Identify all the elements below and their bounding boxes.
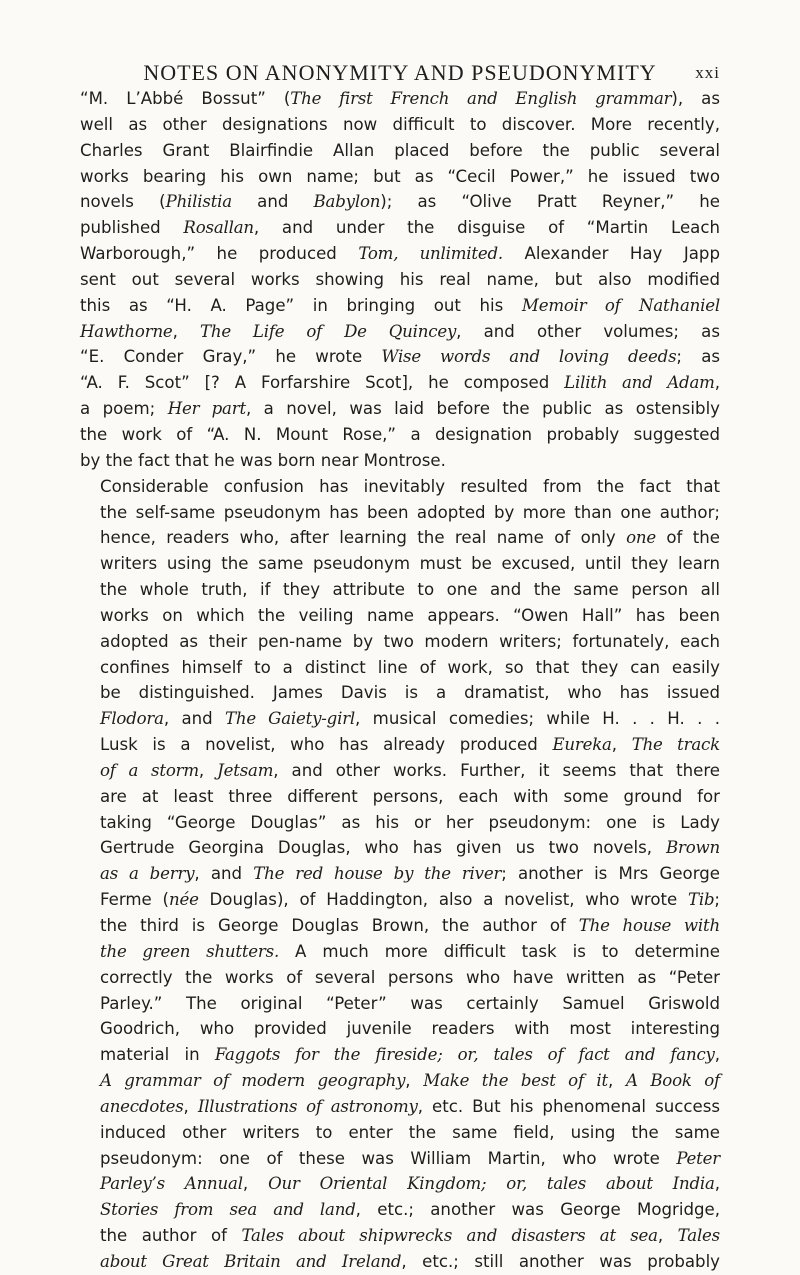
italic-title: the green shutters. [100, 941, 280, 961]
text-run: this as “H. A. Page” in bringing out his [80, 295, 522, 315]
italic-title: Babylon [313, 192, 381, 212]
text-line [80, 1120, 720, 1146]
text-line [80, 474, 720, 500]
text-run: Gertrude Georgina Douglas, who has given us two novels, [100, 838, 666, 858]
text-run: , and [194, 864, 254, 884]
text-run: , and other works. Further, it seems that there [273, 760, 720, 780]
text-run: the whole truth, if they attribute to one and the same person all [100, 580, 720, 600]
text-run: taking “George Douglas” as his or her pseudonym: one is Lady [100, 812, 720, 832]
text-run: , [172, 321, 200, 341]
text-run: “A. F. Scot” [? A Forfarshire Scot], he composed [80, 373, 565, 393]
text-run: works on which the veiling name appears. “Owen Hall” has been [100, 605, 720, 625]
italic-title: The Life of De Quincey [200, 321, 457, 341]
italic-title: anecdotes [100, 1096, 184, 1116]
italic-title: Faggots for the fireside; or, tales of fact and fancy [214, 1045, 715, 1065]
text-line [80, 189, 720, 215]
text-run: Goodrich, who provided juvenile readers with most interesting [100, 1019, 720, 1039]
text-line [80, 1171, 720, 1197]
text-line [80, 319, 720, 345]
text-line [80, 1068, 720, 1094]
italic-title: Philistia [165, 192, 232, 212]
text-line [80, 1016, 720, 1042]
text-run: induced other writers to enter the same field, using the same [100, 1122, 720, 1142]
italic-title: The red house by the river [253, 864, 502, 884]
text-line [80, 861, 720, 887]
text-run: be distinguished. James Davis is a dramatist, who has issued [100, 683, 720, 703]
text-run: , [611, 735, 632, 755]
running-title: NOTES ON ANONYMITY AND PSEUDONYMITY [143, 60, 657, 85]
text-run: , [714, 1174, 720, 1194]
text-line [80, 835, 720, 861]
text-run: pseudonym: one of these was William Martin, who wrote [100, 1148, 677, 1168]
text-line [80, 86, 720, 112]
italic-title: Memoir of Nathaniel [521, 295, 720, 315]
text-line [80, 1146, 720, 1172]
text-run: Douglas), of Haddington, also a novelist, who wrote [198, 890, 689, 910]
text-line [80, 241, 720, 267]
text-line [80, 422, 720, 448]
text-run: , [198, 760, 218, 780]
text-line [80, 267, 720, 293]
italic-title: A Book of [626, 1071, 720, 1091]
text-line [80, 758, 720, 784]
text-line [80, 913, 720, 939]
text-line [80, 965, 720, 991]
text-line [80, 1094, 720, 1120]
italic-title: Lilith and Adam [564, 373, 715, 393]
italic-title: Hawthorne [80, 321, 173, 341]
text-run: ); as “Olive Pratt Reyner,” he [380, 192, 720, 212]
text-line [80, 1223, 720, 1249]
paragraph [80, 86, 720, 474]
text-run: Lusk is a novelist, who has already produced [100, 735, 553, 755]
text-line [80, 448, 720, 474]
text-run: , etc.; another was George Mogridge, [355, 1200, 720, 1220]
italic-title: Wise words and loving deeds [381, 347, 677, 367]
italic-title: Peter [676, 1148, 720, 1168]
text-line [80, 370, 720, 396]
text-run: well as other designations now difficult to discover. More recently, [80, 114, 720, 134]
text-run: writers using the same pseudonym must be excused, until they learn [100, 554, 720, 574]
text-line [80, 551, 720, 577]
text-run: Parley.” The original “Peter” was certainly Samuel Griswold [100, 993, 720, 1013]
text-run: are at least three different persons, each with some ground for [100, 786, 720, 806]
italic-title: Stories from sea and land [100, 1200, 356, 1220]
text-run: adopted as their pen-name by two modern writers; fortunately, each [100, 631, 720, 651]
text-run: , musical comedies; while H. . . H. . . [355, 709, 720, 729]
text-run: , [405, 1071, 424, 1091]
text-run: , etc. But his phenomenal success [417, 1096, 720, 1116]
text-line [80, 706, 720, 732]
text-line [80, 939, 720, 965]
text-run: Considerable confusion has inevitably resulted from the fact that [100, 476, 720, 496]
text-line [80, 732, 720, 758]
text-run: , [714, 1045, 721, 1065]
text-line [80, 215, 720, 241]
text-line [80, 991, 720, 1017]
italic-title: The first French and English grammar [290, 89, 672, 108]
italic-title: The house with [578, 916, 720, 935]
text-line [80, 293, 720, 319]
text-run: material in [100, 1045, 215, 1065]
text-line [80, 164, 720, 190]
italic-title: as a berry [100, 864, 195, 884]
paragraph [80, 474, 720, 1275]
text-run: a poem; [80, 399, 168, 419]
text-run: correctly the works of several persons who have written as “Peter [100, 967, 720, 987]
text-run: sent out several works showing his real name, but also modified [80, 269, 720, 289]
text-run: the author of [100, 1226, 242, 1246]
text-run: novels ( [80, 192, 166, 212]
text-run: confines himself to a distinct line of work, so that they can easily [100, 657, 720, 677]
text-run: hence, readers who, after learning the real name of only [100, 528, 627, 548]
text-run: , [657, 1226, 678, 1246]
italic-title: Her part [167, 399, 246, 419]
text-line [80, 1197, 720, 1223]
text-run: ; another is Mrs George [501, 864, 720, 884]
text-run: A much more difficult task is to determine [279, 941, 721, 961]
text-line [80, 1249, 720, 1275]
text-line [80, 138, 720, 164]
text-line [80, 655, 720, 681]
text-run: of the [655, 528, 720, 548]
text-run: , [183, 1096, 198, 1116]
text-line [80, 344, 720, 370]
text-run: “M. L’Abbé Bossut” ( [80, 89, 291, 108]
italic-title: of a storm [100, 760, 199, 780]
italic-title: about Great Britain and Ireland [100, 1251, 402, 1271]
text-run: ), as [671, 89, 720, 108]
text-run: the third is George Douglas Brown, the author of [100, 916, 579, 935]
text-line [80, 525, 720, 551]
text-run: the work of “A. N. Mount Rose,” a designation probably suggested [80, 424, 720, 444]
text-line [80, 887, 720, 913]
italic-title: Eureka [552, 735, 612, 755]
italic-title: Brown [665, 838, 720, 858]
text-line [80, 629, 720, 655]
italic-title: The track [631, 735, 720, 755]
italic-title: Rosallan [183, 218, 254, 238]
text-line [80, 500, 720, 526]
text-line [80, 112, 720, 138]
italic-title: A grammar of modern geography [100, 1071, 406, 1091]
text-line [80, 1042, 720, 1068]
text-run: , a novel, was laid before the public as ostensibly [245, 399, 720, 419]
text-run: ; [714, 890, 721, 910]
text-run: ; as [676, 347, 721, 367]
text-run: by the fact that he was born near Montrose. [80, 450, 446, 470]
text-run: and [231, 192, 314, 212]
italic-title: Make the best of it [423, 1071, 609, 1091]
text-line [80, 396, 720, 422]
text-run: the self-same pseudonym has been adopted by more than one author; [100, 502, 720, 522]
text-run: , and other volumes; as [456, 321, 720, 341]
text-line [80, 810, 720, 836]
text-run: , [242, 1174, 269, 1194]
text-run: Warborough,” he produced [80, 244, 359, 264]
text-run: , and [163, 709, 226, 729]
text-run: , [608, 1071, 627, 1091]
italic-title: Jetsam [217, 760, 274, 780]
italic-title: Tales [677, 1226, 720, 1246]
page-number: xxi [695, 63, 720, 82]
body-text [80, 86, 720, 1275]
text-line [80, 680, 720, 706]
text-line [80, 784, 720, 810]
italic-title: Tales about shipwrecks and disasters at sea [241, 1226, 658, 1246]
text-run: “E. Conder Gray,” he wrote [80, 347, 382, 367]
text-run: Ferme ( [100, 890, 170, 910]
text-run: works bearing his own name; but as “Cecil Power,” he issued two [80, 166, 720, 186]
text-run: , etc.; still another was probably [401, 1251, 721, 1271]
italic-title: The Gaiety-girl [225, 709, 356, 729]
text-run: Alexander Hay Japp [503, 244, 720, 264]
italic-title: one [626, 528, 656, 548]
italic-title: Illustrations of astronomy [197, 1096, 418, 1116]
italic-title: Tom, unlimited. [358, 244, 503, 264]
text-run: published [80, 218, 184, 238]
italic-title: Our Oriental Kingdom; or, tales about India [268, 1174, 715, 1194]
text-line [80, 603, 720, 629]
italic-title: Flodora [100, 709, 164, 729]
text-run: Charles Grant Blairfindie Allan placed before the public several [80, 140, 720, 160]
text-run: , [714, 373, 720, 393]
italic-title: Parley’s Annual [100, 1174, 243, 1194]
italic-title: Tib [688, 890, 715, 910]
italic-title: née [169, 890, 199, 910]
text-line [80, 577, 720, 603]
text-run: , and under the disguise of “Martin Leach [253, 218, 720, 238]
